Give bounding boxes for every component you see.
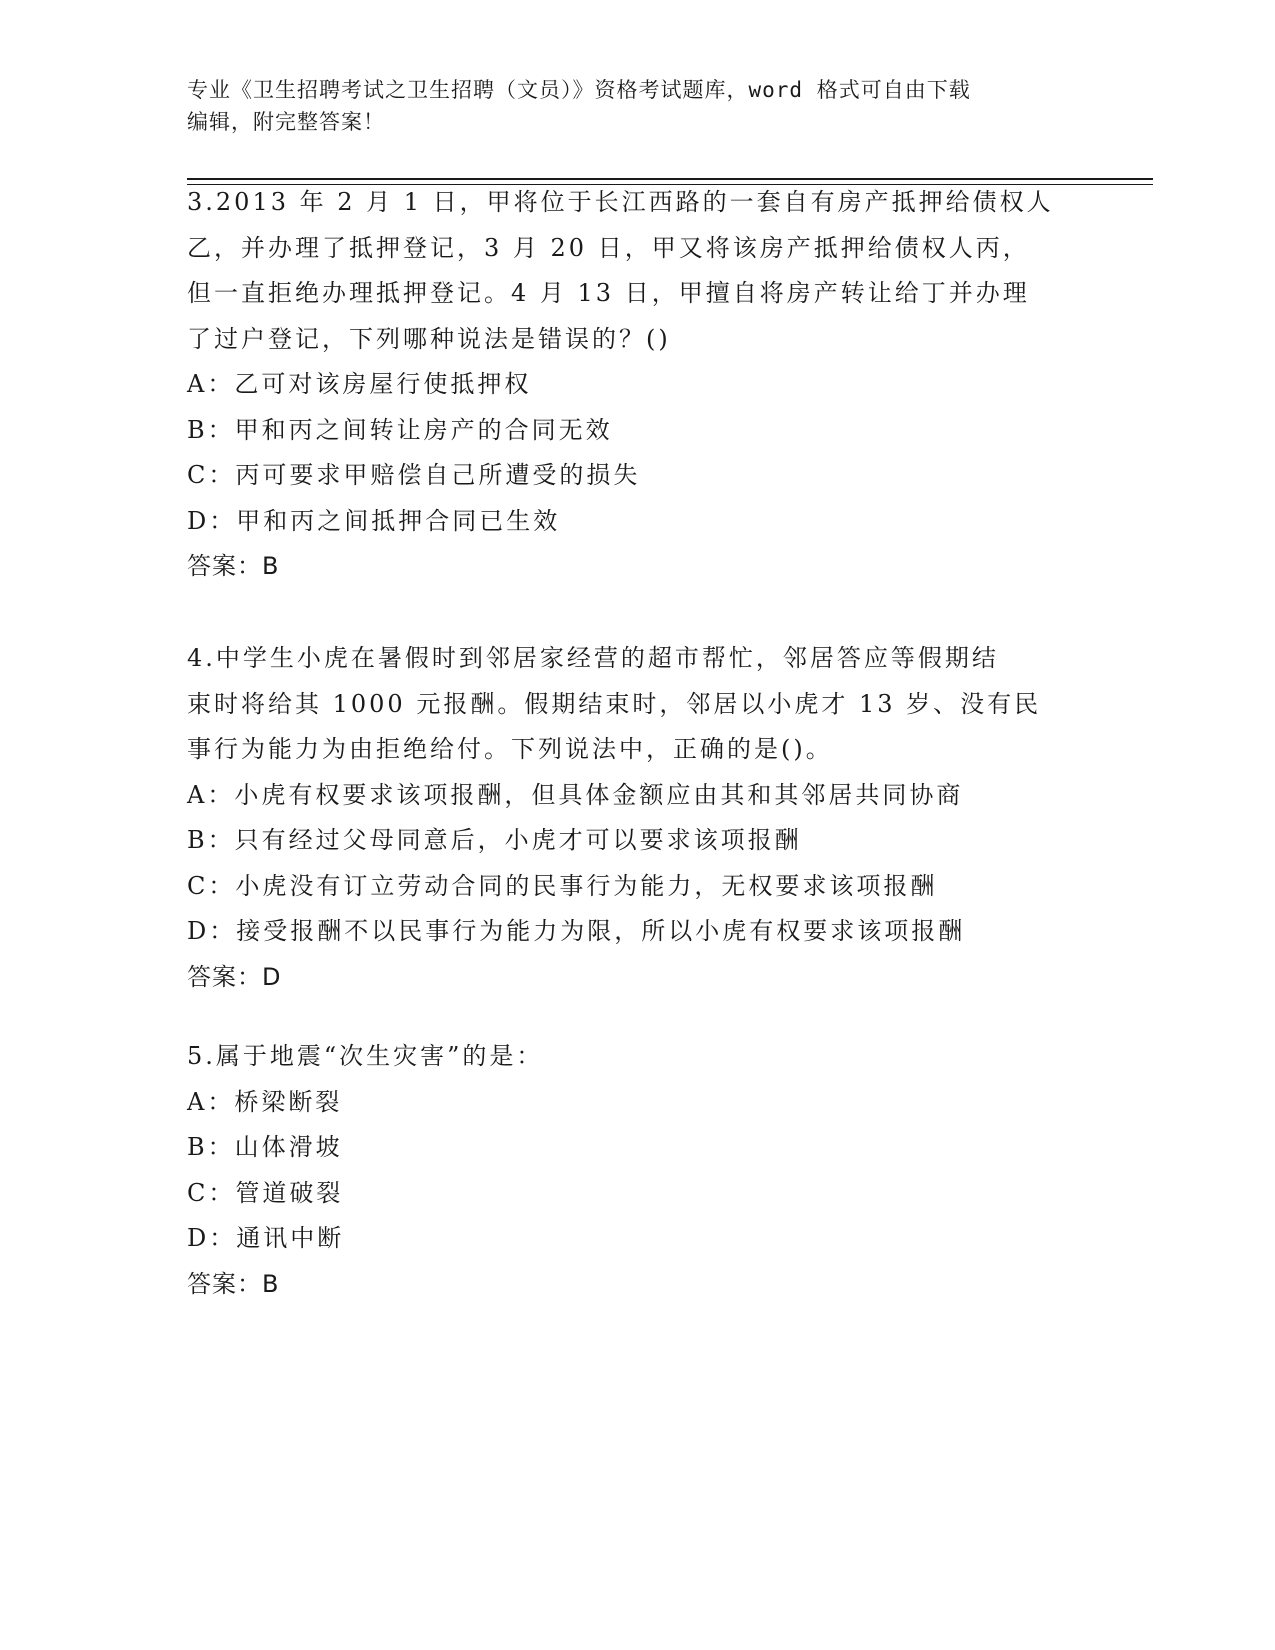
option-c: C：丙可要求甲赔偿自己所遭受的损失 (187, 461, 641, 489)
header-line-1: 专业《卫生招聘考试之卫生招聘（文员）》资格考试题库，word 格式可自由下载 (187, 78, 971, 102)
question-line: 但一直拒绝办理抵押登记。4 月 13 日，甲擅自将房产转让给丁并办理 (187, 279, 1030, 307)
option-a: A：桥梁断裂 (187, 1087, 343, 1116)
question-line: 事行为能力为由拒绝给付。下列说法中，正确的是()。 (187, 735, 833, 763)
question-line: 束时将给其 1000 元报酬。假期结束时，邻居以小虎才 13 岁、没有民 (187, 689, 1042, 718)
option-d: D：甲和丙之间抵押合同已生效 (187, 506, 561, 535)
question-line: 5.属于地震“次生灾害”的是： (187, 1042, 544, 1070)
document-header (187, 74, 1067, 138)
option-d: D：接受报酬不以民事行为能力为限，所以小虎有权要求该项报酬 (187, 917, 966, 945)
answer-line: 答案：B (187, 552, 280, 580)
question-line: 乙，并办理了抵押登记，3 月 20 日，甲又将该房产抵押给债权人丙， (187, 233, 1030, 262)
question-line: 了过户登记，下列哪种说法是错误的？() (187, 324, 671, 353)
question-text (187, 636, 1087, 773)
answer-line: 答案：D (187, 962, 282, 991)
question-line: 3.2013 年 2 月 1 日，甲将位于长江西路的一套自有房产抵押给债权人 (187, 188, 1054, 216)
option-c: C：管道破裂 (187, 1178, 344, 1207)
option-d: D：通讯中断 (187, 1224, 345, 1252)
question-block (187, 1034, 1087, 1307)
header-line-2: 编辑，附完整答案！ (187, 110, 385, 134)
question-text (187, 1034, 1087, 1080)
question-line: 4.中学生小虎在暑假时到邻居家经营的超市帮忙，邻居答应等假期结 (187, 644, 999, 672)
option-b: B：山体滑坡 (187, 1133, 343, 1161)
answer-line: 答案：B (187, 1269, 280, 1298)
question-text (187, 180, 1087, 362)
option-b: B：只有经过父母同意后，小虎才可以要求该项报酬 (187, 826, 802, 854)
option-c: C：小虎没有订立劳动合同的民事行为能力，无权要求该项报酬 (187, 871, 938, 900)
option-a: A：乙可对该房屋行使抵押权 (187, 370, 532, 398)
option-a: A：小虎有权要求该项报酬，但具体金额应由其和其邻居共同协商 (187, 780, 964, 809)
question-block (187, 180, 1087, 590)
option-b: B：甲和丙之间转让房产的合同无效 (187, 415, 613, 444)
question-block (187, 636, 1087, 1000)
